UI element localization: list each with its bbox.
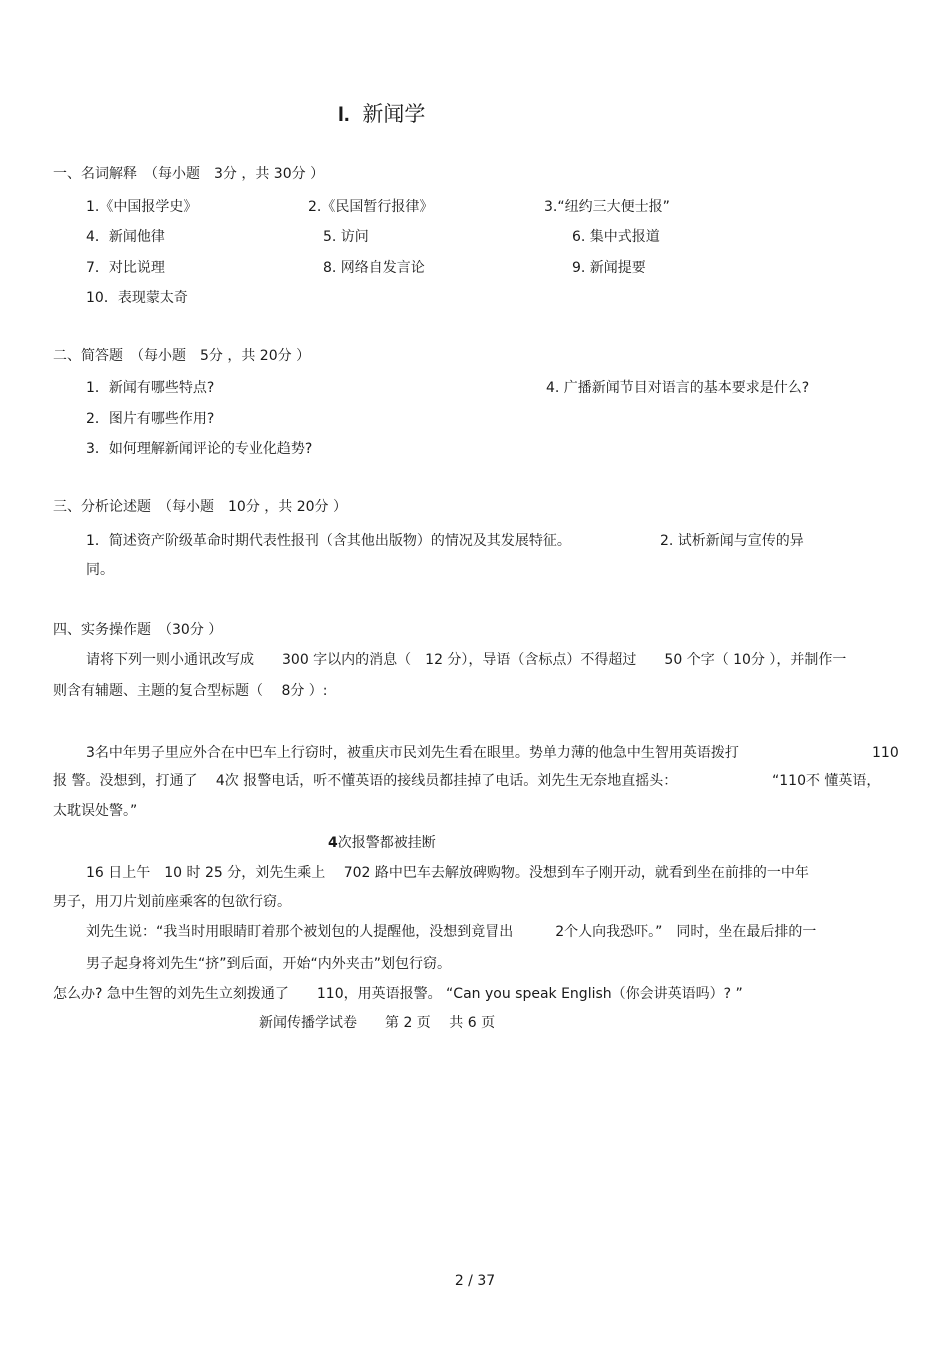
term-item: 8. 网络自发言论	[323, 260, 425, 276]
instruction-line: 则含有辅题、主题的复合型标题（ 8分 ）:	[53, 683, 328, 699]
term-item: 9. 新闻提要	[572, 260, 646, 276]
term-item: 5. 访问	[323, 229, 369, 245]
instruction-line: 请将下列一则小通讯改写成 300 字以内的消息（ 12 分），导语（含标点）不得超过 50 个字（ 10分 ），并制作一	[86, 652, 847, 668]
subtitle-text: 次报警都被挂断	[337, 835, 436, 851]
essay-item-continuation: 同。	[86, 562, 114, 578]
article-line: 怎么办? 急中生智的刘先生立刻拨通了 110，用英语报警。 “Can you speak English（你会讲英语吗）? ”	[53, 986, 743, 1002]
article-line-end: “110不 懂英语，	[772, 773, 881, 789]
essay-item: 1．简述资产阶级革命时期代表性报刊（含其他出版物）的情况及其发展特征。	[86, 533, 571, 549]
section2-heading: 二、简答题 （每小题 5分 ，共 20分 ）	[53, 348, 311, 364]
section1-heading: 一、名词解释 （每小题 3分 ，共 30分 ）	[53, 166, 325, 182]
exam-footer: 新闻传播学试卷 第 2 页 共 6 页	[259, 1015, 496, 1031]
article-line: 男子，用刀片划前座乘客的包欲行窃。	[53, 894, 291, 910]
term-item: 3.“纽约三大便士报”	[544, 199, 670, 215]
article-line: 报 警。没想到，打通了 4次 报警电话，听不懂英语的接线员都挂掉了电话。刘先生无奈地直摇头：	[53, 773, 678, 789]
title-number: I.	[338, 103, 350, 126]
question-item: 3．如何理解新闻评论的专业化趋势?	[86, 441, 313, 457]
term-item: 6. 集中式报道	[572, 229, 660, 245]
section4-heading: 四、实务操作题 （30分 ）	[53, 622, 223, 638]
article-subtitle	[328, 834, 436, 852]
section3-heading: 三、分析论述题 （每小题 10分 ，共 20分 ）	[53, 499, 347, 515]
term-item: 4．新闻他律	[86, 229, 165, 245]
article-line: 刘先生说：“我当时用眼睛盯着那个被划包的人提醒他，没想到竟冒出 2个人向我恐吓。” 同时，坐在最后排的一	[86, 924, 817, 940]
term-item: 7．对比说理	[86, 260, 165, 276]
question-item: 2．图片有哪些作用?	[86, 411, 215, 427]
question-item: 4. 广播新闻节目对语言的基本要求是什么?	[546, 380, 810, 396]
term-item: 2.《民国暂行报律》	[308, 199, 434, 215]
article-line-end: 110	[872, 745, 899, 761]
term-item: 10．表现蒙太奇	[86, 290, 188, 306]
title-text: 新闻学	[362, 102, 426, 126]
article-line: 16 日上午 10 时 25 分，刘先生乘上 702 路中巴车去解放碑购物。没想到车子刚开动，就看到坐在前排的一中年	[86, 865, 809, 881]
question-item: 1．新闻有哪些特点?	[86, 380, 215, 396]
page-number: 2 / 37	[454, 1273, 496, 1289]
page-title	[338, 101, 425, 128]
subtitle-number: 4	[328, 835, 338, 851]
essay-item: 2. 试析新闻与宣传的异	[660, 533, 804, 549]
article-line: 太耽误处警。”	[53, 803, 138, 819]
article-line: 3名中年男子里应外合在中巴车上行窃时，被重庆市民刘先生看在眼里。势单力薄的他急中生智用英语拨打	[86, 745, 739, 761]
article-line: 男子起身将刘先生“挤”到后面，开始“内外夹击”划包行窃。	[86, 956, 452, 972]
term-item: 1.《中国报学史》	[86, 199, 198, 215]
